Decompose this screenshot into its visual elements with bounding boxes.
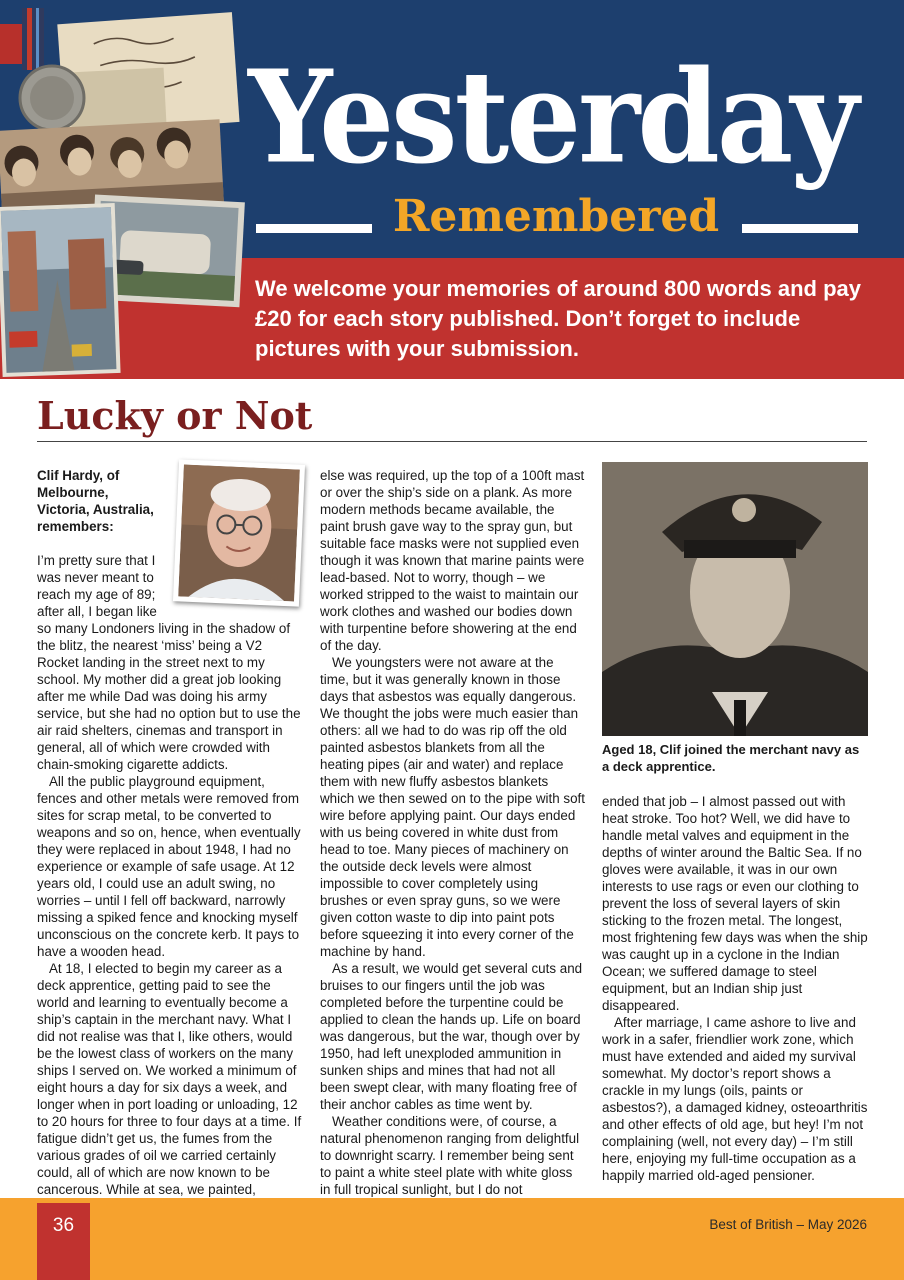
title-divider	[37, 441, 867, 442]
paragraph: After marriage, I came ashore to live and work in a safer, friendlier work zone, which must have extended and aided my survival somewhat. My doctor’s report shows a crackle in my lungs (oils, paints or asbestos?), a damaged kidney, osteoarthritis and other effects of old age, but hey! I’m not complaining (well, not every day) – I’m still here, enjoying my full-time occupation as a happily married old-aged pensioner.	[602, 1015, 868, 1183]
footer-bar	[0, 1198, 904, 1280]
magazine-issue: Best of British – May 2026	[709, 1217, 867, 1232]
author-portrait	[173, 459, 305, 606]
page-number: 36	[52, 1215, 75, 1236]
article-column-2	[320, 467, 586, 1215]
paragraph: I’m pretty sure that I was never meant to reach my age of 89; after all, I began like so many Londoners living in the shadow of the blitz, the nearest ‘miss’ being a V2 Rocket landing in the street next to my school. My mother did a great job looking after me while Dad was doing his army service, but she had no option but to use the air raid shelters, cinemas and transport in general, all of which were crowded with chain-smoking cigarette addicts.	[37, 553, 301, 772]
young-sailor-photo	[602, 462, 868, 736]
paragraph: As a result, we would get several cuts and bruises to our fingers until the job was completed before the turpentine could be applied to clean the hands up. Life on board was dangerous, but the war, though over by 1950, had left unexploded ammunition in sunken ships and mines that had not all been swept clear, with many floating free of their anchor cables as time went by.	[320, 961, 583, 1112]
section-subtitle: Remembered	[392, 191, 720, 242]
paragraph: At 18, I elected to begin my career as a deck apprentice, getting paid to see the world and learning to eventually become a ship’s captain in the merchant navy. What I did not realise was that I, like others, would be the lowest class of workers on the many ships I served on. We worked a minimum of eight hours a day for six days a week, and longer when in port loading or unloading, 12 to 20 hours for three to four days at a time. If fatigue didn’t get us, the fumes from the various grades of oil we carried certainly could, all of which are now known to be cancerous. While at sea, we painted,	[37, 961, 302, 1197]
submission-intro: We welcome your memories of around 800 words and pay £20 for each story published. Don’t forget to include pictures with your submission.	[255, 276, 861, 361]
article-title: Lucky or Not	[37, 393, 313, 438]
paragraph: else was required, up the top of a 100ft mast or over the ship’s side on a plank. As more modern methods became available, the paint brush gave way to the spray gun, but suitable face masks were not supplied even though it was known that marine paints were lead-based. Not to worry, though – we worked stripped to the waist to maintain our work clothes and washed our bodies down with turpentine before showering at the end of the day.	[320, 468, 585, 653]
photo-caption: Aged 18, Clif joined the merchant navy as a deck apprentice.	[602, 742, 860, 774]
nostalgia-collage	[0, 0, 262, 379]
byline: Clif Hardy, of Melbourne, Victoria, Australia, remembers:	[37, 468, 154, 534]
paragraph: ended that job – I almost passed out with heat stroke. Too hot? Well, we did have to handle metal valves and equipment in the depths of winter around the Baltic Sea. If no gloves were available, it was in our own interests to use rags or even our clothing to prevent the loss of several layers of skin sticking to the frozen metal. The longest, most frightening few days was when the ship was caught up in a cyclone in the Indian Ocean; we suffered damage to steel equipment, but an Indian ship just disappeared.	[602, 794, 868, 1013]
paragraph: We youngsters were not aware at the time, but it was generally known in those days that asbestos was equally dangerous. We thought the jobs were much easier than others: all we had to do was rip off the old painted asbestos blankets from all the heating pipes (air and water) and replace them with new fluffy asbestos blankets which we then sewed on to the pipe with soft wire before applying paint. Our days ended with us being covered in white dust from head to toe. Many pieces of machinery on the outside deck levels were almost impossible to cover completely using brushes or even spray guns, so we were given cotton waste to dip into paint pots before squeezing it into every corner of the machine by hand.	[320, 655, 585, 959]
paragraph: Weather conditions were, of course, a natural phenomenon ranging from delightful to downright scarry. I remember being sent to paint a white steel plate with white gloss in full tropical sunlight, but I do not	[320, 1114, 580, 1197]
title-rule-left	[256, 224, 372, 233]
article-column-3	[602, 793, 870, 1184]
paragraph: All the public playground equipment, fences and other metals were removed from sites for scrap metal, to be converted to weapons and so on, hence, when eventually they were replaced in about 1948, I had no experience or example of safe usage. At 12 years old, I could use an adult swing, no worries – until I fell off backward, narrowly missing a spiked fence and knocking myself unconscious on the concrete kerb. It pays to have a wooden head.	[37, 774, 301, 959]
title-rule-right	[742, 224, 858, 233]
section-title: Yesterday	[248, 41, 856, 192]
